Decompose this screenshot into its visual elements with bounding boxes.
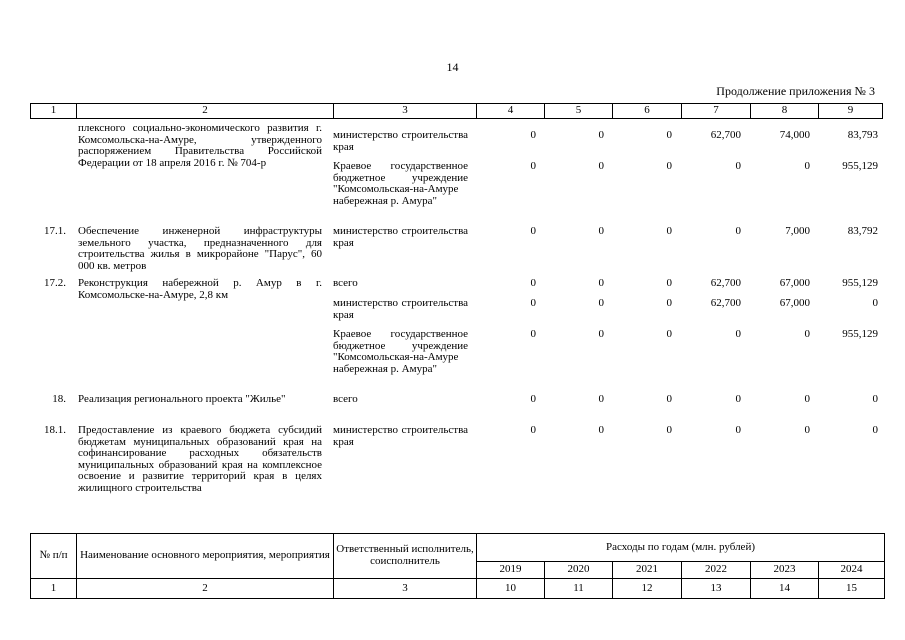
footer-col-responsible: Ответственный исполнитель, соисполнитель (334, 534, 477, 579)
value-cell: 83,792 (847, 225, 878, 237)
value-cell: 955,129 (842, 160, 878, 172)
page-number: 14 (446, 60, 459, 74)
value-cell: 0 (530, 297, 536, 309)
responsible-executor: Краевое государственное бюджетное учреждение "Комсомольская-на-Амуре набережная р. Амура" (333, 160, 468, 207)
value-cell: 0 (872, 297, 878, 309)
value-cell: 0 (598, 393, 604, 405)
value-cell: 0 (872, 393, 878, 405)
value-cell: 0 (804, 160, 810, 172)
value-cell: 67,000 (779, 297, 810, 309)
value-cell: 62,700 (710, 277, 741, 289)
row-number: 18. (52, 393, 66, 405)
footer-num: 10 (477, 579, 545, 599)
value-cell: 0 (666, 129, 672, 141)
header-col-3: 3 (334, 104, 477, 119)
value-cell: 7,000 (785, 225, 810, 237)
row-name: Предоставление из краевого бюджета субсидий бюджетам муниципальных образований края на софинансирование расходных обязательств муниципальных образований края на комплексное освоение и развитие территорий края в целях жилищного строительства (78, 424, 322, 494)
value-cell: 0 (530, 393, 536, 405)
footer-year: 2023 (751, 562, 819, 579)
header-col-9: 9 (819, 104, 883, 119)
footer-num: 3 (334, 579, 477, 599)
value-cell: 0 (598, 297, 604, 309)
value-cell: 0 (735, 225, 741, 237)
value-cell: 0 (666, 160, 672, 172)
value-cell: 0 (804, 424, 810, 436)
appendix-title: Продолжение приложения № 3 (716, 84, 875, 98)
footer-num: 14 (751, 579, 819, 599)
value-cell: 955,129 (842, 277, 878, 289)
footer-num: 15 (819, 579, 885, 599)
value-cell: 0 (666, 328, 672, 340)
footer-year: 2020 (545, 562, 613, 579)
footer-year: 2019 (477, 562, 545, 579)
row-name: плексного социально-экономического развития г. Комсомольска-на-Амуре, утвержденного распоряжением Правительства Российской Федерации от 18 апреля 2016 г. № 704-р (78, 122, 322, 169)
value-cell: 0 (598, 160, 604, 172)
value-cell: 0 (804, 393, 810, 405)
value-cell: 0 (598, 225, 604, 237)
footer-col-name: Наименование основного мероприятия, мероприятия (77, 534, 334, 579)
value-cell: 0 (530, 225, 536, 237)
responsible-executor: Краевое государственное бюджетное учреждение "Комсомольская-на-Амуре набережная р. Амура" (333, 328, 468, 375)
responsible-executor: всего (333, 277, 358, 289)
row-number: 17.2. (44, 277, 66, 289)
footer-year: 2024 (819, 562, 885, 579)
value-cell: 0 (666, 297, 672, 309)
row-name: Обеспечение инженерной инфраструктуры земельного участка, предназначенного для строительства жилья в микрорайоне "Парус", 60 000 кв. метров (78, 225, 322, 272)
footer-col-expenses: Расходы по годам (млн. рублей) (477, 534, 885, 562)
responsible-executor: всего (333, 393, 358, 405)
responsible-executor: министерство строительства края (333, 129, 468, 153)
value-cell: 0 (735, 393, 741, 405)
footer-num: 12 (613, 579, 682, 599)
value-cell: 0 (666, 393, 672, 405)
value-cell: 0 (598, 328, 604, 340)
value-cell: 0 (530, 160, 536, 172)
header-col-1: 1 (31, 104, 77, 119)
footer-num: 13 (682, 579, 751, 599)
header-col-2: 2 (77, 104, 334, 119)
footer-num: 11 (545, 579, 613, 599)
value-cell: 0 (735, 424, 741, 436)
header-col-4: 4 (477, 104, 545, 119)
value-cell: 0 (530, 424, 536, 436)
value-cell: 83,793 (847, 129, 878, 141)
row-number: 18.1. (44, 424, 66, 436)
value-cell: 0 (598, 129, 604, 141)
value-cell: 0 (872, 424, 878, 436)
value-cell: 0 (530, 277, 536, 289)
value-cell: 62,700 (710, 129, 741, 141)
value-cell: 0 (735, 160, 741, 172)
footer-col-num: № п/п (31, 534, 77, 579)
footer-year: 2021 (613, 562, 682, 579)
header-col-8: 8 (751, 104, 819, 119)
value-cell: 0 (666, 225, 672, 237)
value-cell: 0 (666, 424, 672, 436)
value-cell: 0 (598, 424, 604, 436)
row-number: 17.1. (44, 225, 66, 237)
value-cell: 0 (598, 277, 604, 289)
footer-year: 2022 (682, 562, 751, 579)
value-cell: 0 (804, 328, 810, 340)
footer-num: 1 (31, 579, 77, 599)
footer-num: 2 (77, 579, 334, 599)
value-cell: 0 (666, 277, 672, 289)
row-name: Реализация регионального проекта "Жилье" (78, 393, 286, 405)
column-number-header (30, 103, 883, 119)
value-cell: 62,700 (710, 297, 741, 309)
table-footer-header (30, 533, 885, 599)
value-cell: 0 (530, 129, 536, 141)
value-cell: 955,129 (842, 328, 878, 340)
value-cell: 0 (735, 328, 741, 340)
value-cell: 74,000 (779, 129, 810, 141)
value-cell: 0 (530, 328, 536, 340)
responsible-executor: министерство строительства края (333, 225, 468, 249)
row-name: Реконструкция набережной р. Амур в г. Комсомольске-на-Амуре, 2,8 км (78, 277, 322, 301)
responsible-executor: министерство строительства края (333, 424, 468, 448)
header-col-5: 5 (545, 104, 613, 119)
header-col-7: 7 (682, 104, 751, 119)
value-cell: 67,000 (779, 277, 810, 289)
header-col-6: 6 (613, 104, 682, 119)
responsible-executor: министерство строительства края (333, 297, 468, 321)
